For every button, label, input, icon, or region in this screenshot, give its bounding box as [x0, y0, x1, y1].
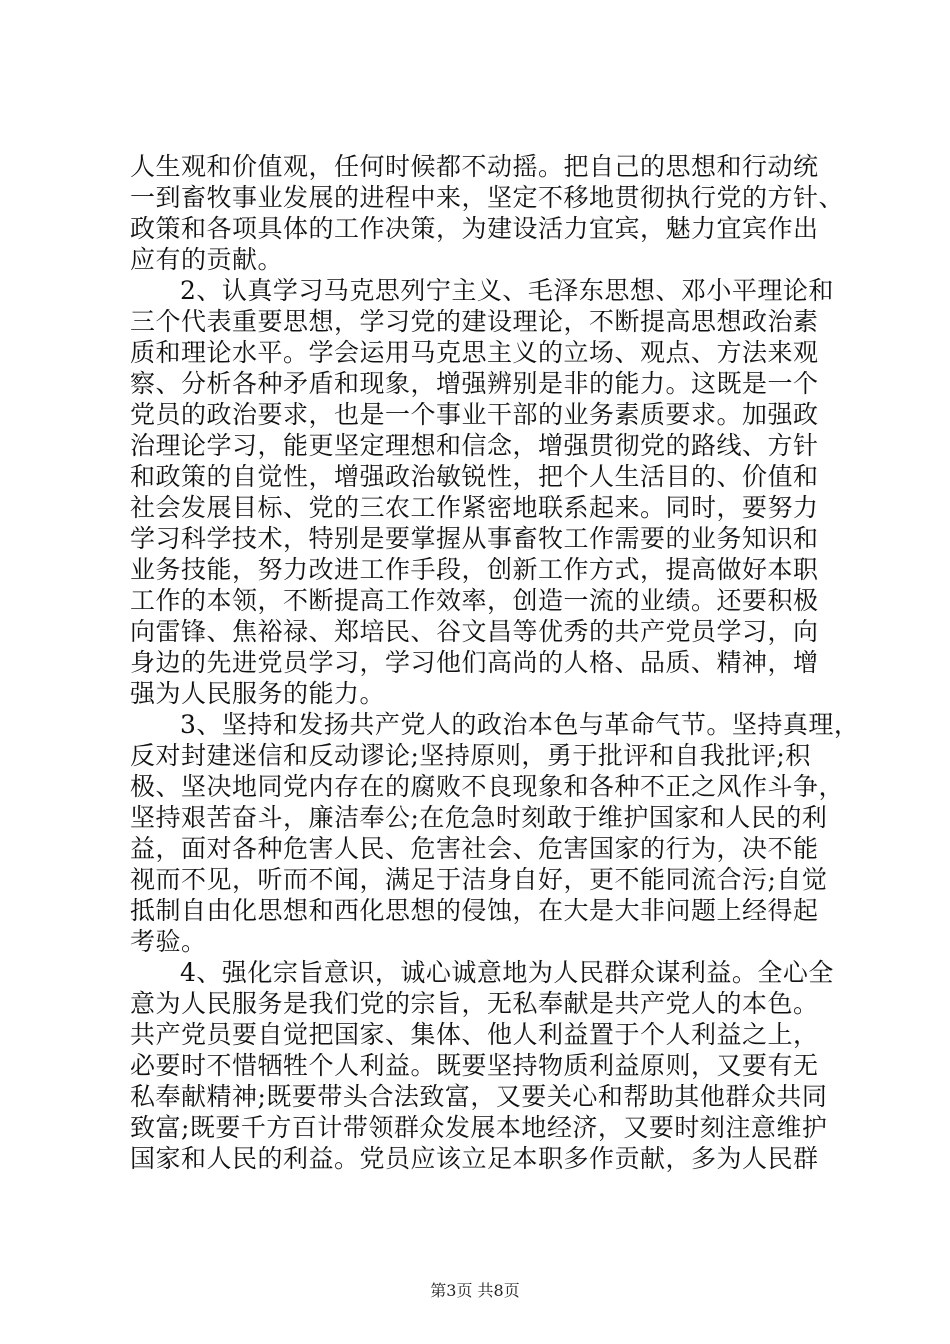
text-line: 察、分析各种矛盾和现象，增强辨别是非的能力。这既是一个	[130, 369, 819, 398]
text-line: 视而不见，听而不闻，满足于洁身自好，更不能同流合污;自觉	[130, 865, 828, 894]
page-footer: 第3页 共8页	[430, 1281, 520, 1300]
text-line: 极、坚决地同党内存在的腐败不良现象和各种不正之风作斗争，	[130, 772, 845, 801]
text-line: 致富;既要千方百计带领群众发展本地经济，又要时刻注意维护	[130, 1113, 828, 1142]
text-line: 必要时不惜牺牲个人利益。既要坚持物质利益原则，又要有无	[130, 1051, 819, 1080]
paragraph-first-line: 3、坚持和发扬共产党人的政治本色与革命气节。坚持真理，	[180, 710, 860, 739]
text-line: 治理论学习，能更坚定理想和信念，增强贯彻党的路线、方针	[130, 431, 819, 460]
text-line: 学习科学技术，特别是要掌握从事畜牧工作需要的业务知识和	[130, 524, 819, 553]
text-line: 反对封建迷信和反动谬论;坚持原则，勇于批评和自我批评;积	[130, 741, 811, 770]
text-line: 向雷锋、焦裕禄、郑培民、谷文昌等优秀的共产党员学习，向	[130, 617, 819, 646]
text-line: 抵制自由化思想和西化思想的侵蚀，在大是大非问题上经得起	[130, 896, 819, 925]
text-line: 人生观和价值观，任何时候都不动摇。把自己的思想和行动统	[130, 152, 819, 181]
text-line: 工作的本领，不断提高工作效率，创造一流的业绩。还要积极	[130, 586, 819, 615]
text-line: 一到畜牧事业发展的进程中来，坚定不移地贯彻执行党的方针、	[130, 183, 845, 212]
text-line: 意为人民服务是我们党的宗旨，无私奉献是共产党人的本色。	[130, 989, 819, 1018]
document-body	[130, 151, 860, 1174]
text-line: 和政策的自觉性，增强政治敏锐性，把个人生活目的、价值和	[130, 462, 819, 491]
text-line: 业务技能，努力改进工作手段，创新工作方式，提高做好本职	[130, 555, 819, 584]
text-line: 强为人民服务的能力。	[130, 679, 386, 708]
text-line: 共产党员要自觉把国家、集体、他人利益置于个人利益之上，	[130, 1020, 819, 1049]
text-line: 私奉献精神;既要带头合法致富，又要关心和帮助其他群众共同	[130, 1082, 828, 1111]
paragraph-first-line: 4、强化宗旨意识，诚心诚意地为人民群众谋利益。全心全	[180, 958, 834, 987]
text-line: 国家和人民的利益。党员应该立足本职多作贡献，多为人民群	[130, 1144, 819, 1173]
text-line: 身边的先进党员学习，学习他们高尚的人格、品质、精神，增	[130, 648, 819, 677]
text-line: 质和理论水平。学会运用马克思主义的立场、观点、方法来观	[130, 338, 819, 367]
text-line: 政策和各项具体的工作决策，为建设活力宜宾，魅力宜宾作出	[130, 214, 819, 243]
text-line: 三个代表重要思想，学习党的建设理论，不断提高思想政治素	[130, 307, 819, 336]
text-line: 党员的政治要求，也是一个事业干部的业务素质要求。加强政	[130, 400, 819, 429]
text-line: 坚持艰苦奋斗，廉洁奉公;在危急时刻敢于维护国家和人民的利	[130, 803, 828, 832]
text-line: 益，面对各种危害人民、危害社会、危害国家的行为，决不能	[130, 834, 819, 863]
text-line: 社会发展目标、党的三农工作紧密地联系起来。同时，要努力	[130, 493, 819, 522]
text-line: 应有的贡献。	[130, 245, 284, 274]
text-line: 考验。	[130, 927, 207, 956]
paragraph-first-line: 2、认真学习马克思列宁主义、毛泽东思想、邓小平理论和	[180, 276, 834, 305]
